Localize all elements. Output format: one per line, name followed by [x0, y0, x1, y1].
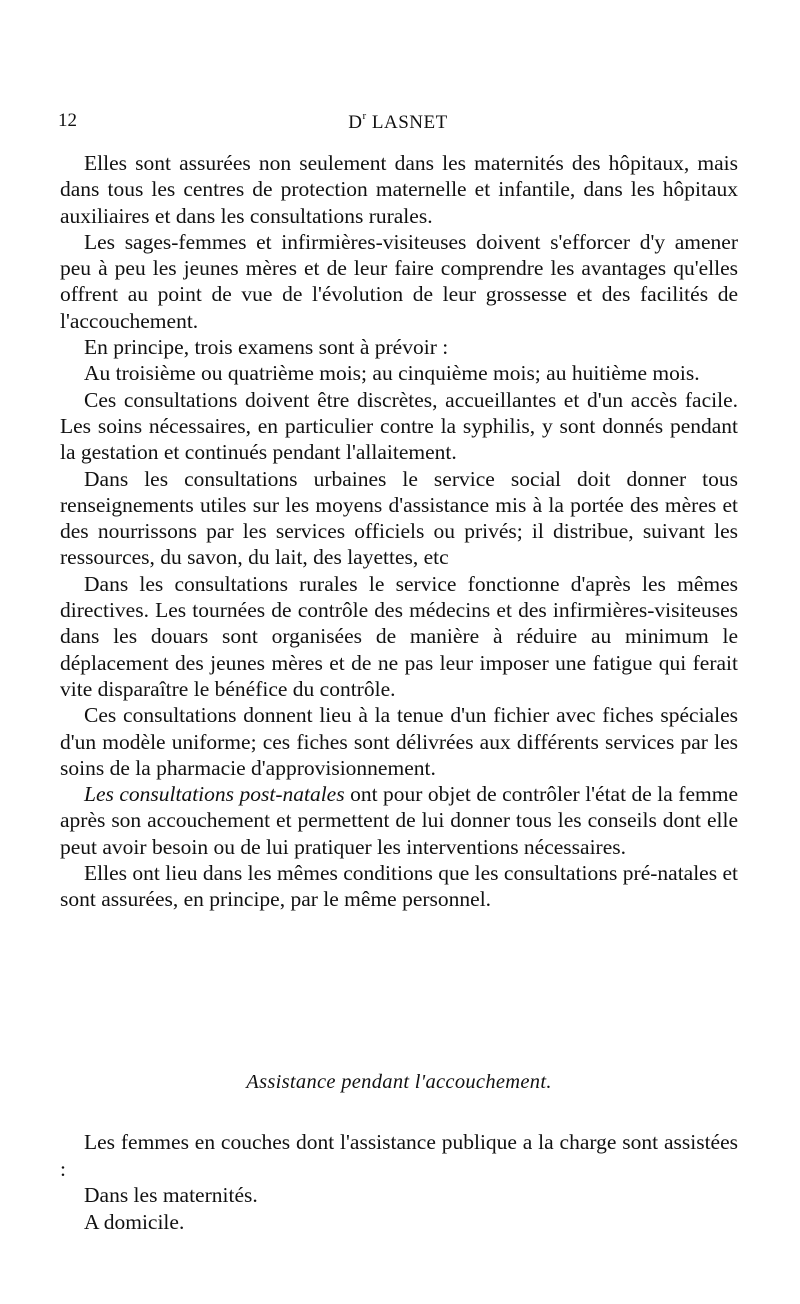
- paragraph-consultations-access: Ces consultations doivent être discrètes, accueillantes et d'un accès facile. Les soins nécessaires, en particulier contre la syphilis, y sont donnés pendant la gestation et continués pendant l'allaitement.: [60, 387, 738, 465]
- paragraph-midwives: Les sages-femmes et infirmières-visiteuses doivent s'efforcer d'y amener peu à peu les jeunes mères et de leur faire comprendre les avantages qu'elles offrent au point de vue de l'évolution de leur grossesse et des facilités de l'accouchement.: [60, 229, 738, 333]
- paragraph-schedule: Au troisième ou quatrième mois; au cinquième mois; au huitième mois.: [84, 361, 700, 386]
- page-number: 12: [58, 110, 77, 131]
- author-prefix: D: [348, 112, 363, 133]
- author-name: LASNET: [371, 112, 448, 133]
- author-superscript: r: [362, 110, 367, 122]
- section-body: [60, 1129, 738, 1235]
- body-text: [60, 150, 738, 913]
- paragraph-closing: Elles ont lieu dans les mêmes conditions que les consultations pré-natales et sont assurées, en principe, par le même personnel.: [60, 861, 738, 912]
- running-head: [58, 112, 738, 134]
- section-heading: Assistance pendant l'accouchement.: [246, 1071, 552, 1093]
- paragraph-postnatal: [60, 781, 738, 860]
- paragraph-section-intro: Les femmes en couches dont l'assistance publique a la charge sont assistées :: [60, 1130, 738, 1181]
- list-item: Dans les maternités.: [84, 1183, 258, 1207]
- paragraph-maternities: Elles sont assurées non seulement dans les maternités des hôpitaux, mais dans tous les centres de protection maternelle et infantile, dans les hôpitaux auxiliaires et dans les consultations rurales.: [60, 151, 738, 228]
- postnatal-rest: ont pour objet de contrôler l'état de la femme après son accouchement et permettent de lui donner tous les conseils dont elle peut avoir besoin ou de lui pratiquer les interventions nécessaires.: [60, 782, 738, 859]
- paragraph-principle: En principe, trois examens sont à prévoir :: [84, 335, 449, 360]
- paragraph-filing: Ces consultations donnent lieu à la tenue d'un fichier avec fiches spéciales d'un modèle uniforme; ces fiches sont délivrées aux différents services par les soins de la pharmacie d'approvisionnement.: [60, 703, 738, 780]
- list-item: A domicile.: [84, 1209, 185, 1234]
- paragraph-rural-consultations: Dans les consultations rurales le service fonctionne d'après les mêmes directives. Les tournées de contrôle des médecins et des infirmières-visiteuses dans les douars sont organisées de manière à réduire au minimum le déplacement des jeunes mères et de ne pas leur imposer une fatigue qui ferait vite disparaître le bénéfice du contrôle.: [60, 571, 738, 701]
- page-header: [58, 110, 738, 140]
- paragraph-urban-consultations: Dans les consultations urbaines le service social doit donner tous renseignements utiles sur les moyens d'assistance mis à la portée des mères et des nourrissons par les services officiels ou privés; il distribue, suivant les ressources, du savon, du lait, des layettes, etc: [60, 466, 738, 570]
- postnatal-italic-lead: Les consultations post-natales: [84, 782, 345, 807]
